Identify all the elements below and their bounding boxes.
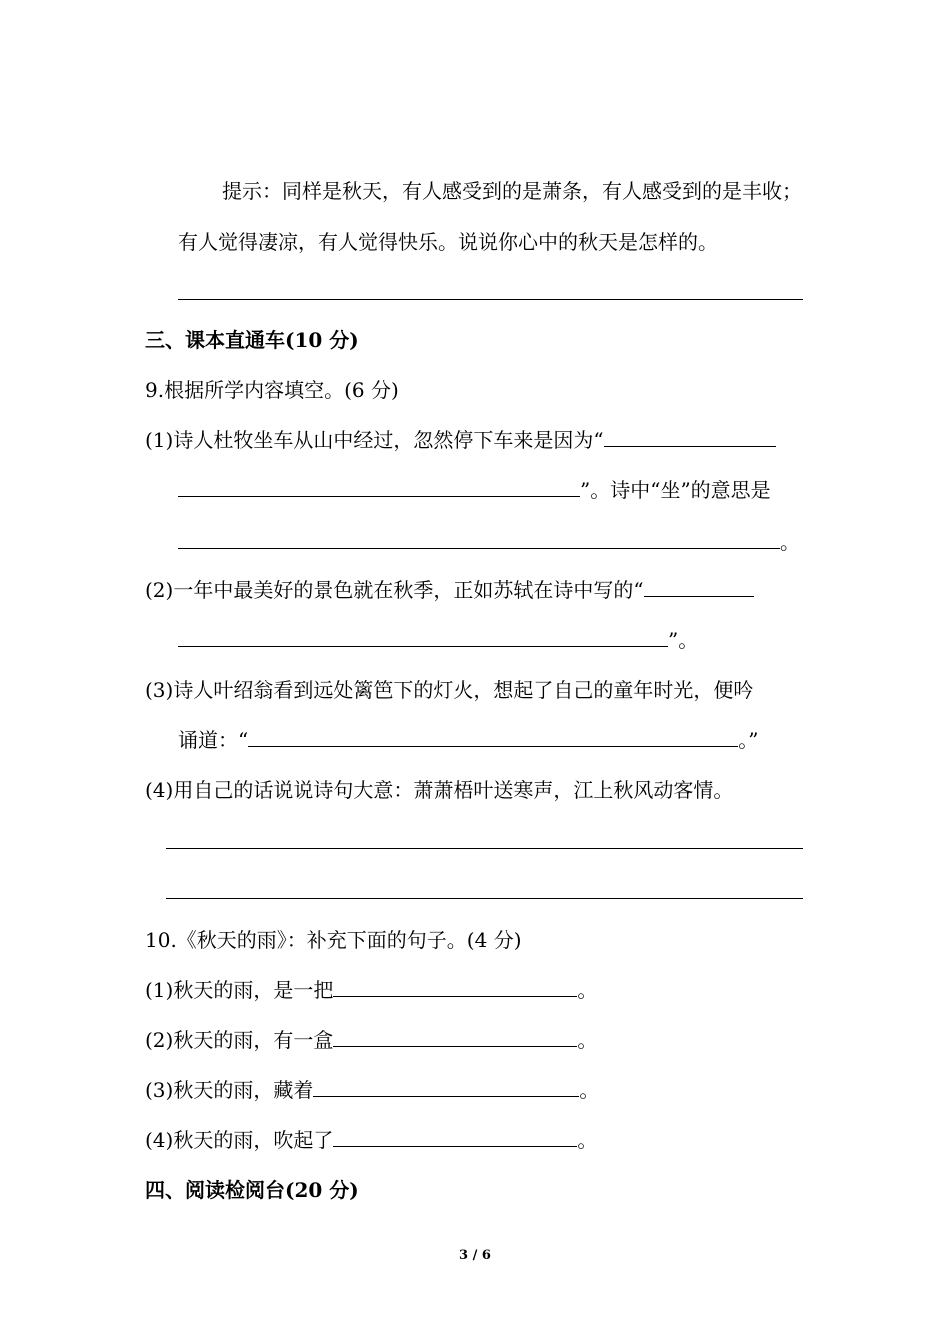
q9-p3-text: 诵道：“ bbox=[178, 728, 249, 752]
q9-p3-blank[interactable] bbox=[248, 726, 738, 747]
q9-p4-text: (4)用自己的话说说诗句大意：萧萧梧叶送寒声，江上秋风动客情。 bbox=[145, 778, 734, 802]
q9-p2-text: (2)一年中最美好的景色就在秋季，正如苏轼在诗中写的“ bbox=[145, 578, 644, 602]
hint-line-1: 提示：同样是秋天，有人感受到的是萧条，有人感受到的是丰收； bbox=[222, 179, 802, 203]
q9-p1-blank-cont[interactable] bbox=[178, 476, 580, 497]
answer-line-q9-p4-2[interactable] bbox=[166, 898, 803, 899]
q10-item-1-end: 。 bbox=[577, 978, 598, 1002]
q9-p2-end: ”。 bbox=[668, 628, 699, 652]
q10-title: 10.《秋天的雨》：补充下面的句子。(4 分) bbox=[145, 928, 522, 952]
q9-p1-end: 。 bbox=[780, 530, 800, 554]
q9-p1-line1 bbox=[145, 426, 776, 454]
q9-p2-blank-cont[interactable] bbox=[178, 626, 668, 647]
q9-p1-line2 bbox=[178, 476, 771, 504]
q9-p2-blank[interactable] bbox=[644, 576, 754, 597]
q9-p1-mid-text: ”。诗中“坐”的意思是 bbox=[580, 478, 771, 502]
answer-line-q9-p4-1[interactable] bbox=[166, 848, 803, 849]
q9-p1-blank[interactable] bbox=[604, 426, 776, 447]
q10-item-3-end: 。 bbox=[579, 1078, 600, 1102]
section-4-title: 四、阅读检阅台(20 分) bbox=[145, 1178, 359, 1202]
q9-p3-end: 。” bbox=[738, 728, 759, 752]
q10-item-1-blank[interactable] bbox=[333, 976, 577, 997]
q10-item-3-text: (3)秋天的雨，藏着 bbox=[145, 1078, 314, 1102]
q9-p1-text: (1)诗人杜牧坐车从山中经过，忽然停下车来是因为“ bbox=[145, 428, 604, 452]
q9-p1-line3 bbox=[178, 528, 800, 556]
q9-p3-line2 bbox=[178, 726, 758, 754]
section-3-title: 三、课本直通车(10 分) bbox=[145, 328, 359, 352]
q10-item-4-blank[interactable] bbox=[333, 1126, 577, 1147]
q10-item-2-text: (2)秋天的雨，有一盒 bbox=[145, 1028, 334, 1052]
q10-item-3 bbox=[145, 1076, 599, 1104]
answer-line-hint[interactable] bbox=[178, 299, 803, 300]
q9-p2-line2 bbox=[178, 626, 698, 654]
q10-item-4-text: (4)秋天的雨，吹起了 bbox=[145, 1128, 334, 1152]
q9-p2-line1 bbox=[145, 576, 754, 604]
q10-item-3-blank[interactable] bbox=[313, 1076, 579, 1097]
q10-item-1-text: (1)秋天的雨，是一把 bbox=[145, 978, 334, 1002]
q10-item-2-blank[interactable] bbox=[333, 1026, 577, 1047]
q10-item-4 bbox=[145, 1126, 597, 1154]
q9-p1-zuo-blank[interactable] bbox=[178, 528, 780, 549]
page-number: 3 / 6 bbox=[459, 1248, 491, 1263]
q10-item-1 bbox=[145, 976, 597, 1004]
q10-item-4-end: 。 bbox=[577, 1128, 598, 1152]
q9-p3-line1: (3)诗人叶绍翁看到远处篱笆下的灯火，想起了自己的童年时光，便吟 bbox=[145, 678, 754, 702]
q10-item-2 bbox=[145, 1026, 597, 1054]
q9-title: 9.根据所学内容填空。(6 分) bbox=[145, 378, 399, 402]
q10-item-2-end: 。 bbox=[577, 1028, 598, 1052]
hint-line-2: 有人觉得凄凉，有人觉得快乐。说说你心中的秋天是怎样的。 bbox=[178, 230, 718, 254]
